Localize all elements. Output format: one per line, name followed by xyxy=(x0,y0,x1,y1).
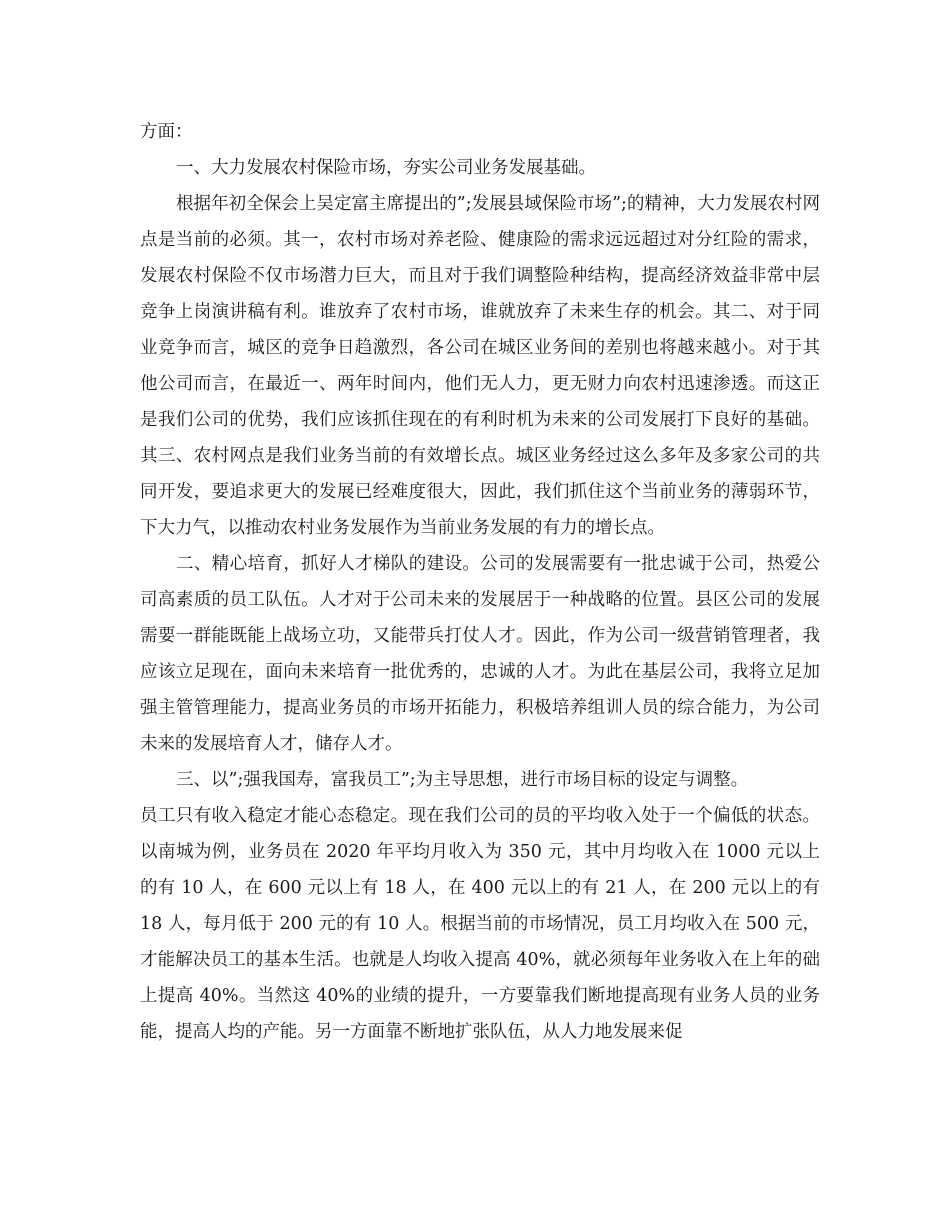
paragraph-section-two-body: 二、精心培育，抓好人才梯队的建设。公司的发展需要有一批忠诚于公司，热爱公司高素质的员工队伍。人才对于公司未来的发展居于一种战略的位置。县区公司的发展需要一群能既能上战场立功，又能带兵打仗人才。因此，作为公司一级营销管理者，我应该立足现在，面向未来培育一批优秀的，忠诚的人才。为此在基层公司，我将立足加强主管管理能力，提高业务员的市场开拓能力，积极培养组训人员的综合能力，为公司未来的发展培育人才，储存人才。 xyxy=(140,554,820,754)
paragraph-section-one-body: 根据年初全保会上吴定富主席提出的”;发展县域保险市场”;的精神，大力发展农村网点是当前的必须。其一，农村市场对养老险、健康险的需求远远超过对分红险的需求，发展农村保险不仅市场潜力巨大，而且对于我们调整险种结构，提高经济效益非常中层竞争上岗演讲稿有利。谁放弃了农村市场，谁就放弃了未来生存的机会。其二、对于同业竞争而言，城区的竞争日趋激烈，各公司在城区业务间的差别也将越来越小。对于其他公司而言，在最近一、两年时间内，他们无人力，更无财力向农村迅速渗透。而这正是我们公司的优势，我们应该抓住现在的有利时机为未来的公司发展打下良好的基础。其三、农村网点是我们业务当前的有效增长点。城区业务经过这么多年及多家公司的共同开发，要追求更大的发展已经难度很大，因此，我们抓住这个当前业务的薄弱环节，下大力气，以推动农村业务发展作为当前业务发展的有力的增长点。 xyxy=(140,194,820,538)
paragraph-heading-continuation: 方面： xyxy=(140,122,193,142)
paragraph-section-one-title: 一、大力发展农村保险市场，夯实公司业务发展基础。 xyxy=(176,158,596,178)
document-page xyxy=(140,114,820,1050)
paragraph-section-three-body: 员工只有收入稳定才能心态稳定。现在我们公司的员的平均收入处于一个偏低的状态。以南城为例，业务员在 2020 年平均月收入为 350 元，其中月均收入在 1000 元以上的有 10 人，在 600 元以上有 18 人，在 400 元以上的有 21 人，在 200 元以上的有 18 人，每月低于 200 元的有 10 人。根据当前的市场情况，员工月均收入在 500 元，才能解决员工的基本生活。也就是人均收入提高 40%，就必须每年业务收入在上年的础上提高 40%。当然这 40%的业绩的提升，一方要靠我们断地提高现有业务人员的业务能，提高人均的产能。另一方面靠不断地扩张队伍，从人力地发展来促 xyxy=(140,806,820,1042)
paragraph-section-three-title: 三、以”;强我国寿，富我员工”;为主导思想，进行市场目标的设定与调整。 xyxy=(176,770,749,790)
